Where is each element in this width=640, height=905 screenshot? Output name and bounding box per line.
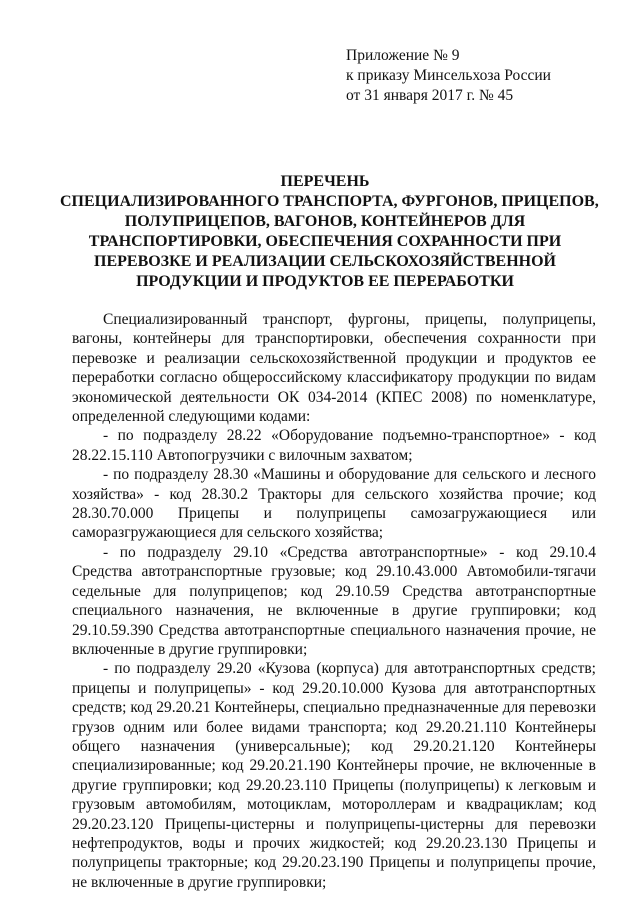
- title-line: ПЕРЕВОЗКЕ И РЕАЛИЗАЦИИ СЕЛЬСКОХОЗЯЙСТВЕННОЙ: [94, 253, 556, 270]
- list-item-28-30: - по подразделу 28.30 «Машины и оборудование для сельского и лесного хозяйства» - код 28.30.2 Тракторы для сельского хозяйства прочие; код 28.30.70.000 Прицепы и полуприцепы самозагружающиеся или саморазгружающиеся для сельского хозяйства;: [72, 466, 596, 542]
- document-body: [72, 310, 596, 892]
- title-line: СПЕЦИАЛИЗИРОВАННОГО ТРАНСПОРТА, ФУРГОНОВ, ПРИЦЕПОВ,: [60, 193, 599, 210]
- appendix-reference: [346, 46, 551, 106]
- appendix-number: Приложение № 9: [346, 47, 460, 64]
- list-item-28-22: - по подразделу 28.22 «Оборудование подъемно-транспортное» - код 28.22.15.110 Автопогрузчики с вилочным захватом;: [72, 427, 596, 464]
- appendix-order: к приказу Минсельхоза России: [346, 67, 551, 84]
- list-item-29-10: - по подразделу 29.10 «Средства автотранспортные» - код 29.10.4 Средства автотранспортные грузовые; код 29.10.43.000 Автомобили-тягачи седельные для полуприцепов; код 29.10.59 Средства автотранспортные специального назначения, не включенные в другие группировки; код 29.10.59.390 Средства автотранспортные специального назначения прочие, не включенные в другие группировки;: [72, 543, 596, 658]
- intro-paragraph: Специализированный транспорт, фургоны, прицепы, полуприцепы, вагоны, контейнеры для транспортировки, обеспечения сохранности при перевозке и реализации сельскохозяйственной продукции и продуктов ее переработки согласно общероссийскому классификатору продукции по видам экономической деятельности ОК 034-2014 (КПЕС 2008) по номенклатуре, определенной следующими кодами:: [72, 311, 596, 426]
- title-line: ПОЛУПРИЦЕПОВ, ВАГОНОВ, КОНТЕЙНЕРОВ ДЛЯ: [124, 213, 526, 230]
- title-line: ПЕРЕЧЕНЬ: [280, 173, 370, 190]
- document-title: [60, 172, 599, 292]
- appendix-date: от 31 января 2017 г. № 45: [346, 87, 514, 104]
- list-item-29-20: - по подразделу 29.20 «Кузова (корпуса) для автотранспортных средств; прицепы и полуприцепы» - код 29.20.10.000 Кузова для автотранспортных средств; код 29.20.21 Контейнеры, специально предназначенные для перевозки грузов одним или более видами транспорта; код 29.20.21.110 Контейнеры общего назначения (универсальные); код 29.20.21.120 Контейнеры специализированные; код 29.20.21.190 Контейнеры прочие, не включенные в другие группировки; код 29.20.23.110 Прицепы (полуприцепы) к легковым и грузовым автомобилям, мотоциклам, мотороллерам и квадрациклам; код 29.20.23.120 Прицепы-цистерны и полуприцепы-цистерны для перевозки нефтепродуктов, воды и прочих жидкостей; код 29.20.23.130 Прицепы и полуприцепы тракторные; код 29.20.23.190 Прицепы и полуприцепы прочие, не включенные в другие группировки;: [72, 660, 596, 891]
- title-line: ТРАНСПОРТИРОВКИ, ОБЕСПЕЧЕНИЯ СОХРАННОСТИ ПРИ: [88, 233, 562, 250]
- title-line: ПРОДУКЦИИ И ПРОДУКТОВ ЕЕ ПЕРЕРАБОТКИ: [136, 273, 514, 290]
